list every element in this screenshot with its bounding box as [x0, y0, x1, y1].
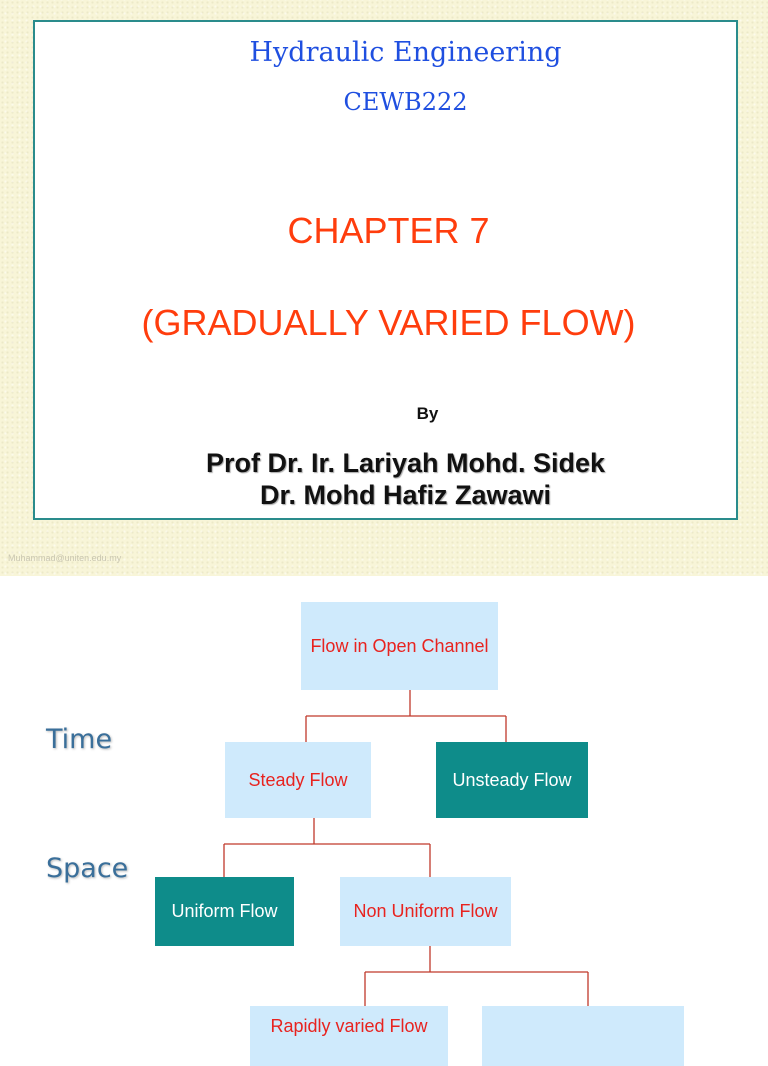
authors: [55, 447, 756, 511]
course-name: Hydraulic Engineering: [249, 37, 562, 68]
title-box: [33, 20, 738, 520]
footer-email: Muhammad@uniten.edu.my: [8, 553, 122, 563]
by-label: By: [416, 404, 439, 423]
time-label: Time: [46, 724, 113, 755]
node-steady-flow: Steady Flow: [225, 742, 371, 818]
course-code: CEWB222: [343, 88, 468, 116]
node-flow-in-open-channel: Flow in Open Channel: [301, 602, 498, 690]
node-rapidly-varied-flow: Rapidly varied Flow: [250, 1006, 448, 1066]
chapter-subtitle: (GRADUALLY VARIED FLOW): [141, 302, 636, 343]
node-gradually-varied-flow: [482, 1006, 684, 1066]
chapter-heading: CHAPTER 7: [287, 210, 490, 251]
node-uniform-flow: Uniform Flow: [155, 877, 294, 946]
flow-classification-slide: [0, 576, 768, 1036]
node-unsteady-flow: Unsteady Flow: [436, 742, 588, 818]
author-2: Dr. Mohd Hafiz Zawawi: [259, 480, 552, 510]
author-1: Prof Dr. Ir. Lariyah Mohd. Sidek: [205, 448, 606, 478]
space-label: Space: [46, 853, 129, 884]
node-non-uniform-flow: Non Uniform Flow: [340, 877, 511, 946]
